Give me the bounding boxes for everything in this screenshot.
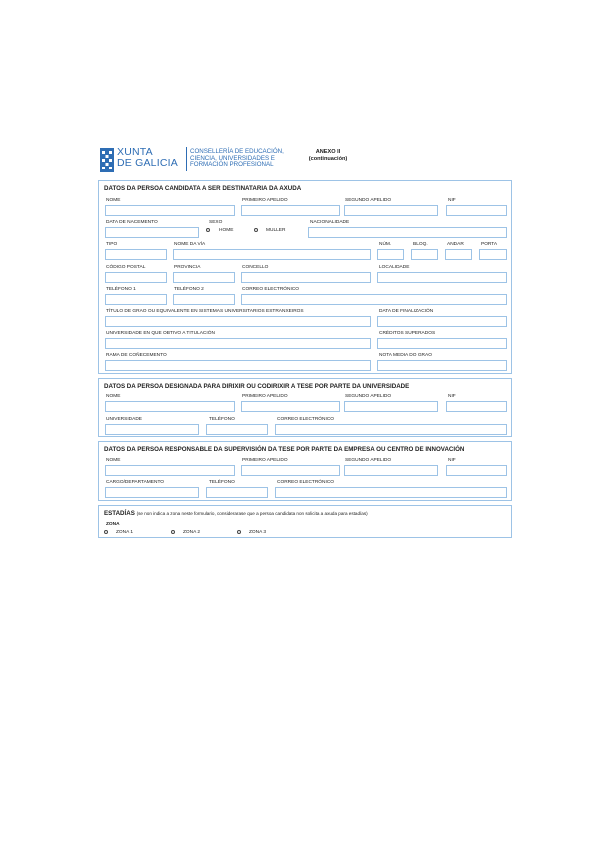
candidate-tipo-via-input[interactable] <box>105 249 167 260</box>
zona2-radio[interactable] <box>171 530 175 534</box>
field-label: DATA DE NACEMENTO <box>106 220 158 225</box>
field-label: NIF <box>448 394 456 399</box>
candidate-nacionalidade-input[interactable] <box>308 227 507 238</box>
field-label: RAMA DE COÑECEMENTO <box>106 353 167 358</box>
logo-divider <box>186 147 187 171</box>
field-label: CARGO/DEPARTAMENTO <box>106 480 165 485</box>
field-label: NOME <box>106 198 121 203</box>
field-label: SEXO <box>209 220 223 225</box>
candidate-porta-input[interactable] <box>479 249 507 260</box>
field-label: CORREO ELECTRÓNICO <box>277 480 335 485</box>
candidate-rama-input[interactable] <box>105 360 371 371</box>
field-label: UNIVERSIDADE EN QUE OBTIVO A TITULACIÓN <box>106 331 215 336</box>
section-title: DATOS DA PERSOA CANDIDATA A SER DESTINATARIA DA AXUDA <box>104 185 302 192</box>
candidate-bloq-input[interactable] <box>411 249 438 260</box>
field-label: TELÉFONO <box>209 417 235 422</box>
field-label: CORREO ELECTRÓNICO <box>242 287 300 292</box>
field-label: PRIMEIRO APELIDO <box>242 458 288 463</box>
field-label: CÓDIGO POSTAL <box>106 265 146 270</box>
field-label: BLOQ. <box>413 242 428 247</box>
department-name: CONSELLERÍA DE EDUCACIÓN, CIENCIA, UNIVERSIDADES E FORMACIÓN PROFESIONAL <box>190 148 284 169</box>
director-section <box>98 378 512 437</box>
candidate-nome-via-input[interactable] <box>173 249 371 260</box>
candidate-provincia-input[interactable] <box>173 272 235 283</box>
supervisor-nif-input[interactable] <box>446 465 507 476</box>
candidate-codigo-postal-input[interactable] <box>105 272 167 283</box>
director-nome-input[interactable] <box>105 401 235 412</box>
radio-label: ZONA 3 <box>249 530 267 535</box>
field-label: DATA DE FINALIZACIÓN <box>379 309 434 314</box>
supervisor-email-input[interactable] <box>275 487 507 498</box>
field-label: NOME <box>106 394 121 399</box>
xunta-emblem-icon <box>100 148 114 172</box>
supervisor-cargo-input[interactable] <box>105 487 199 498</box>
candidate-email-input[interactable] <box>241 294 507 305</box>
stays-section <box>98 505 512 538</box>
candidate-nota-media-input[interactable] <box>377 360 507 371</box>
radio-label: MULLER <box>266 228 286 233</box>
candidate-birthdate-input[interactable] <box>105 227 199 238</box>
candidate-nome-input[interactable] <box>105 205 235 216</box>
director-segundo-apelido-input[interactable] <box>344 401 438 412</box>
stays-title: ESTADÍAS <box>104 510 135 517</box>
zona-label: ZONA <box>106 522 120 527</box>
candidate-num-input[interactable] <box>377 249 404 260</box>
field-label: LOCALIDADE <box>379 265 410 270</box>
section-title: DATOS DA PERSOA RESPONSABLE DA SUPERVISIÓN DA TESE POR PARTE DA EMPRESA OU CENTRO DE INNOVACIÓN <box>104 446 465 453</box>
director-email-input[interactable] <box>275 424 507 435</box>
zona1-radio[interactable] <box>104 530 108 534</box>
field-label: PRIMEIRO APELIDO <box>242 198 288 203</box>
field-label: PROVINCIA <box>174 265 201 270</box>
field-label: SEGUNDO APELIDO <box>345 458 392 463</box>
field-label: PRIMEIRO APELIDO <box>242 394 288 399</box>
director-universidade-input[interactable] <box>105 424 199 435</box>
candidate-telefono2-input[interactable] <box>173 294 235 305</box>
candidate-localidade-input[interactable] <box>377 272 507 283</box>
sexo-home-radio[interactable] <box>206 228 210 232</box>
field-label: CONCELLO <box>242 265 269 270</box>
director-primeiro-apelido-input[interactable] <box>241 401 340 412</box>
candidate-section <box>98 180 512 374</box>
radio-label: ZONA 2 <box>183 530 201 535</box>
director-nif-input[interactable] <box>446 401 507 412</box>
radio-label: ZONA 1 <box>116 530 134 535</box>
field-label: UNIVERSIDADE <box>106 417 142 422</box>
supervisor-primeiro-apelido-input[interactable] <box>241 465 340 476</box>
field-label: TELÉFONO 2 <box>174 287 204 292</box>
section-title <box>104 510 368 517</box>
candidate-data-finalizacion-input[interactable] <box>377 316 507 327</box>
director-telefono-input[interactable] <box>206 424 268 435</box>
field-label: TÍTULO DE GRAO OU EQUIVALENTE EN SISTEMAS UNIVERSITARIOS ESTRANXEIROS <box>106 309 304 314</box>
section-title: DATOS DA PERSOA DESIGNADA PARA DIRIXIR OU CODIRIXIR A TESE POR PARTE DA UNIVERSIDADE <box>104 383 410 390</box>
field-label: NIF <box>448 198 456 203</box>
candidate-segundo-apelido-input[interactable] <box>344 205 438 216</box>
candidate-telefono1-input[interactable] <box>105 294 167 305</box>
field-label: NOTA MEDIA DO GRAO <box>379 353 432 358</box>
candidate-nif-input[interactable] <box>446 205 507 216</box>
field-label: NIF <box>448 458 456 463</box>
supervisor-section <box>98 441 512 501</box>
candidate-andar-input[interactable] <box>445 249 472 260</box>
annex-heading: ANEXO II (continuación) <box>308 149 348 162</box>
sexo-muller-radio[interactable] <box>254 228 258 232</box>
field-label: NOME <box>106 458 121 463</box>
supervisor-telefono-input[interactable] <box>206 487 268 498</box>
field-label: CRÉDITOS SUPERADOS <box>379 331 436 336</box>
field-label: ANDAR <box>447 242 464 247</box>
xunta-logo-text: XUNTA DE GALICIA <box>117 146 178 169</box>
field-label: SEGUNDO APELIDO <box>345 394 392 399</box>
candidate-concello-input[interactable] <box>241 272 371 283</box>
candidate-universidade-input[interactable] <box>105 338 371 349</box>
field-label: NACIONALIDADE <box>310 220 350 225</box>
candidate-titulo-grao-input[interactable] <box>105 316 371 327</box>
supervisor-segundo-apelido-input[interactable] <box>344 465 438 476</box>
stays-note: (se non indica a zona neste formulario, considerarase que a persoa candidata non solicita a axuda para estadías) <box>136 511 368 516</box>
field-label: NÚM. <box>379 242 392 247</box>
field-label: SEGUNDO APELIDO <box>345 198 392 203</box>
candidate-primeiro-apelido-input[interactable] <box>241 205 340 216</box>
candidate-creditos-input[interactable] <box>377 338 507 349</box>
field-label: CORREO ELECTRÓNICO <box>277 417 335 422</box>
zona3-radio[interactable] <box>237 530 241 534</box>
supervisor-nome-input[interactable] <box>105 465 235 476</box>
field-label: NOME DA VÍA <box>174 242 206 247</box>
field-label: TELÉFONO 1 <box>106 287 136 292</box>
field-label: TIPO <box>106 242 118 247</box>
field-label: PORTA <box>481 242 498 247</box>
radio-label: HOME <box>219 228 234 233</box>
field-label: TELÉFONO <box>209 480 235 485</box>
